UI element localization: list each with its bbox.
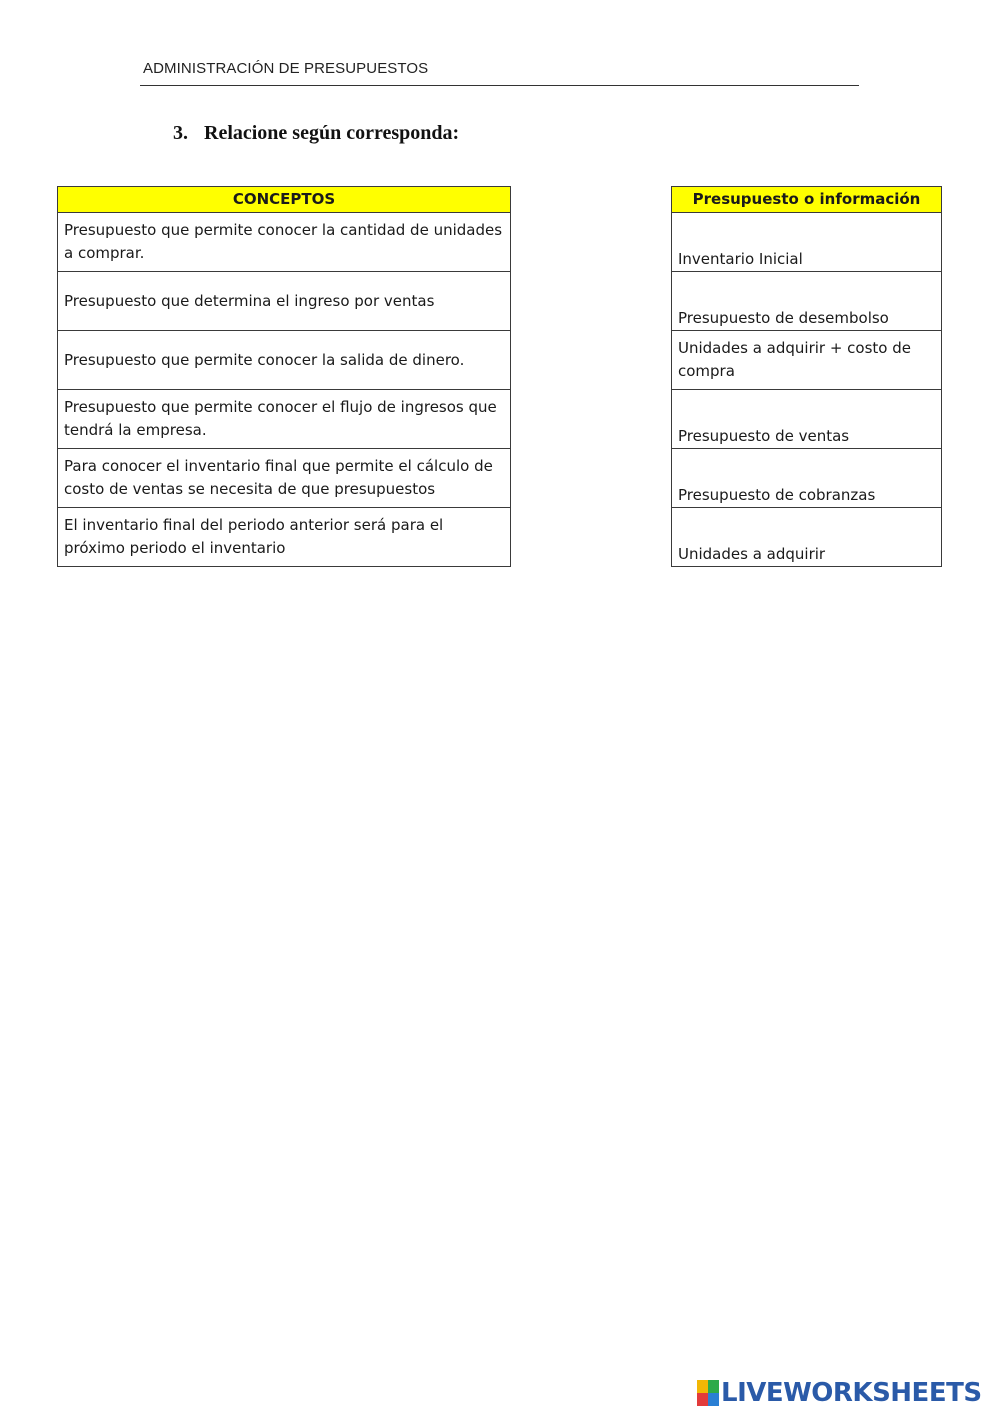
answer-cell[interactable]: Inventario Inicial <box>672 213 942 272</box>
concept-cell[interactable]: Presupuesto que permite conocer la cantidad de unidades a comprar. <box>58 213 511 272</box>
table-row <box>58 272 511 331</box>
table-row <box>58 213 511 272</box>
answer-cell[interactable]: Presupuesto de cobranzas <box>672 449 942 508</box>
logo-mark-square <box>708 1380 719 1393</box>
table-row <box>672 508 942 567</box>
concepts-header: CONCEPTOS <box>58 187 511 213</box>
concept-cell[interactable]: Presupuesto que permite conocer la salida de dinero. <box>58 331 511 390</box>
table-row <box>672 331 942 390</box>
logo-mark-square <box>708 1393 719 1406</box>
answer-cell[interactable]: Presupuesto de desembolso <box>672 272 942 331</box>
table-row <box>58 449 511 508</box>
answer-cell[interactable]: Presupuesto de ventas <box>672 390 942 449</box>
concepts-table <box>57 186 511 567</box>
table-row <box>672 213 942 272</box>
answers-header: Presupuesto o información <box>672 187 942 213</box>
header-divider <box>140 85 859 86</box>
concept-cell[interactable]: Para conocer el inventario final que permite el cálculo de costo de ventas se necesita de que presupuestos <box>58 449 511 508</box>
question-text: Relacione según corresponda: <box>204 122 460 144</box>
concept-cell[interactable]: El inventario final del periodo anterior será para el próximo periodo el inventario <box>58 508 511 567</box>
liveworksheets-logo <box>697 1378 982 1408</box>
question-number: 3. <box>173 122 188 144</box>
concept-cell[interactable]: Presupuesto que permite conocer el flujo de ingresos que tendrá la empresa. <box>58 390 511 449</box>
question-title <box>173 122 459 145</box>
liveworksheets-logo-icon <box>697 1380 719 1406</box>
concept-cell[interactable]: Presupuesto que determina el ingreso por ventas <box>58 272 511 331</box>
answer-cell[interactable]: Unidades a adquirir + costo de compra <box>672 331 942 390</box>
logo-mark-square <box>697 1380 708 1393</box>
answers-table <box>671 186 942 567</box>
table-row <box>58 331 511 390</box>
document-header: ADMINISTRACIÓN DE PRESUPUESTOS <box>143 60 429 77</box>
table-row <box>58 508 511 567</box>
table-row <box>672 449 942 508</box>
logo-mark-square <box>697 1393 708 1406</box>
answer-cell[interactable]: Unidades a adquirir <box>672 508 942 567</box>
liveworksheets-logo-text: LIVEWORKSHEETS <box>721 1378 982 1408</box>
table-row <box>672 390 942 449</box>
table-row <box>672 272 942 331</box>
table-row <box>58 390 511 449</box>
